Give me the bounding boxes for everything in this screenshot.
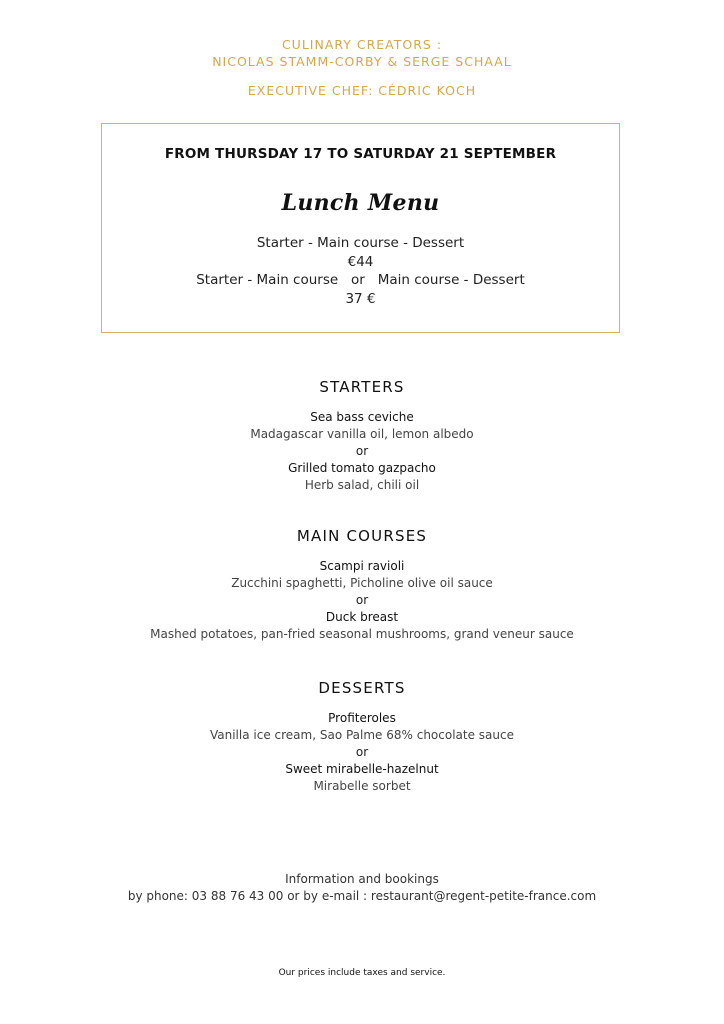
dessert-dish-2: Sweet mirabelle-hazelnut (285, 762, 439, 776)
starter-dish-2: Grilled tomato gazpacho (288, 461, 436, 475)
dessert-or: or (355, 745, 369, 759)
starter-desc-2: Herb salad, chili oil (304, 478, 420, 492)
desserts-section (0, 679, 724, 795)
starter-dish-1: Sea bass ceviche (310, 410, 414, 424)
booking-contact: by phone: 03 88 76 43 00 or by e-mail : restaurant@regent-petite-france.com (127, 889, 597, 903)
price-1: €44 (347, 253, 374, 270)
prices-footnote: Our prices include taxes and service. (278, 968, 446, 978)
menu-box (101, 123, 620, 333)
executive-chef: EXECUTIVE CHEF: CÉDRIC KOCH (247, 83, 477, 98)
main-dish-1: Scampi ravioli (319, 559, 405, 573)
starters-heading: STARTERS (319, 378, 405, 396)
header (0, 36, 724, 99)
formula-2: Starter - Main course or Main course - Dessert (196, 272, 525, 288)
booking-heading: Information and bookings (285, 872, 439, 886)
desserts-heading: DESSERTS (318, 679, 406, 697)
main-courses-heading: MAIN COURSES (296, 527, 428, 545)
price-2: 37 € (345, 290, 376, 307)
dessert-desc-1: Vanilla ice cream, Sao Palme 68% chocolate sauce (209, 728, 514, 742)
starters-section (0, 378, 724, 494)
starter-desc-1: Madagascar vanilla oil, lemon albedo (250, 427, 474, 441)
dessert-desc-2: Mirabelle sorbet (313, 779, 411, 793)
menu-title: Lunch Menu (281, 190, 440, 216)
menu-formulas (102, 234, 619, 308)
menu-dates: FROM THURSDAY 17 TO SATURDAY 21 SEPTEMBER (164, 146, 557, 162)
main-dish-2: Duck breast (325, 610, 399, 624)
dessert-dish-1: Profiteroles (328, 711, 396, 725)
culinary-creators-line: CULINARY CREATORS : (281, 37, 443, 52)
formula-1: Starter - Main course - Dessert (256, 235, 465, 251)
main-desc-1: Zucchini spaghetti, Picholine olive oil sauce (231, 576, 493, 590)
starter-or: or (355, 444, 369, 458)
main-desc-2: Mashed potatoes, pan-fried seasonal mushrooms, grand veneur sauce (150, 627, 574, 641)
main-courses-section (0, 527, 724, 643)
main-or: or (355, 593, 369, 607)
creators-names: NICOLAS STAMM-CORBY & SERGE SCHAAL (212, 54, 512, 69)
booking-info (0, 871, 724, 905)
